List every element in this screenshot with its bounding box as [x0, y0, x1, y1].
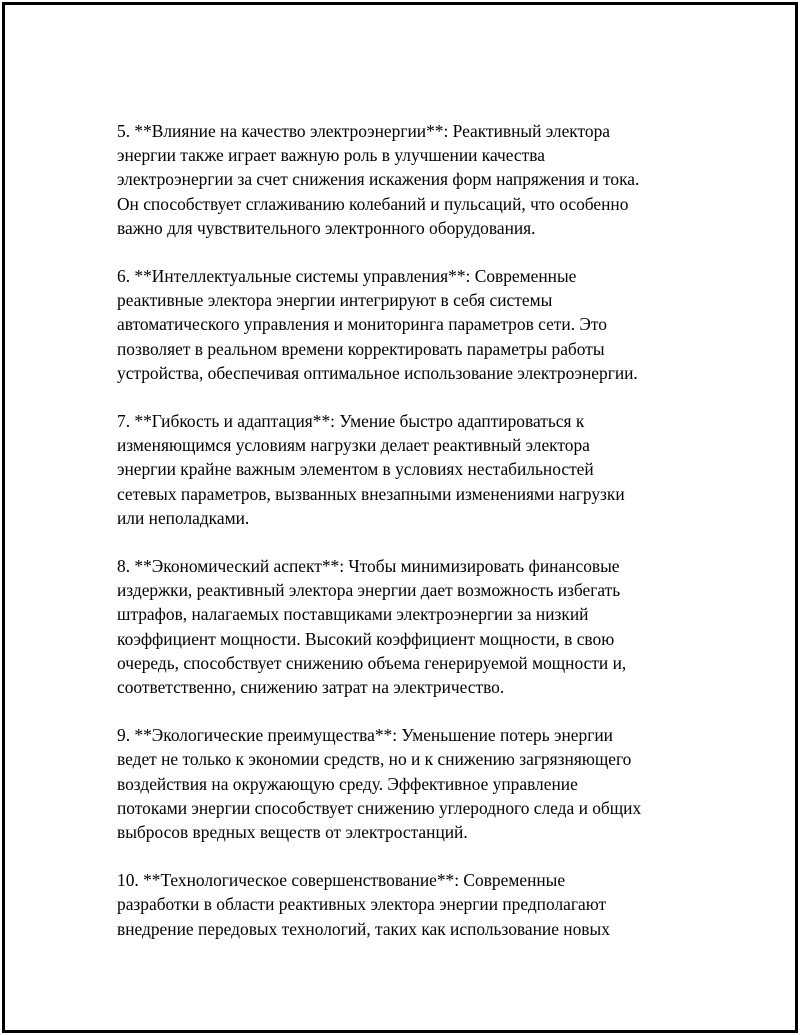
paragraph-item-5: 5. **Влияние на качество электроэнергии**: Реактивный электора энергии также играет важную роль в улучшении качества электроэнергии за счет снижения искажения форм напряжения и тока. Он способствует сглаживанию колебаний и пульсаций, что особенно важно для чувствительного электронного оборудования.: [117, 121, 640, 238]
paragraph-item-9: 9. **Экологические преимущества**: Уменьшение потерь энергии ведет не только к экономии средств, но и к снижению загрязняющего воздействия на окружающую среду. Эффективное управление потоками энергии способствует снижению углеродного следа и общих выбросов вредных веществ от электростанций.: [117, 725, 642, 843]
paragraph-item-10: 10. **Технологическое совершенствование**: Современные разработки в области реактивных электора энергии предполагают внедрение передовых технологий, таких как использование новых: [117, 870, 610, 939]
paragraph-item-6: 6. **Интеллектуальные системы управления**: Современные реактивные электора энергии интегрируют в себя системы автоматического управления и мониторинга параметров сети. Это позволяет в реальном времени корректировать параметры работы устройства, обеспечивая оптимальное использование электроэнергии.: [117, 266, 638, 383]
paragraph-item-7: 7. **Гибкость и адаптация**: Умение быстро адаптироваться к изменяющимся условиям нагрузки делает реактивный электора энергии крайне важным элементом в условиях нестабильностей сетевых параметров, вызванных внезапными изменениями нагрузки или неполадками.: [117, 411, 625, 528]
document-body: [117, 119, 687, 965]
paragraph-item-8: 8. **Экономический аспект**: Чтобы минимизировать финансовые издержки, реактивный электора энергии дает возможность избегать штрафов, налагаемых поставщиками электроэнергии за низкий коэффициент мощности. Высокий коэффициент мощности, в свою очередь, способствует снижению объема генерируемой мощности и, соответственно, снижению затрат на электричество.: [117, 556, 627, 698]
